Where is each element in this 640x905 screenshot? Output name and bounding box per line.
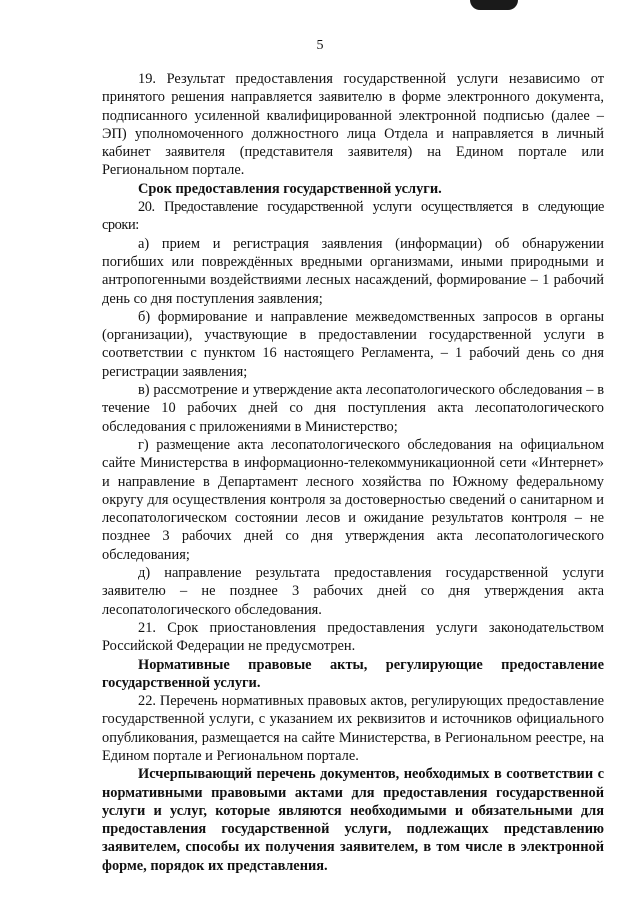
paragraph-20-b: б) формирование и направление межведомственных запросов в органы (организации), участвующие в предоставлении государственной услуги в соответствии с пунктом 16 настоящего Регламента, – 1 рабочий день со дня регистрации заявления; [102, 308, 604, 380]
page-number: 5 [316, 38, 324, 53]
paragraph-22: 22. Перечень нормативных правовых актов, регулирующих предоставление государственной услуги, с указанием их реквизитов и источников официального опубликования, размещается на сайте Министерства, в Региональном реестре, на Едином портале и Региональном портале. [102, 693, 604, 764]
paragraph-20-g: г) размещение акта лесопатологического обследования на официальном сайте Министерства в информационно-телекоммуникационной сети «Интернет» и направление в Департамент лесного хозяйства по Южному федеральному округу для осуществления контроля за достоверностью сведений о санитарном и лесопатологическом состоянии лесов и ожидание результатов контроля – не позднее 3 рабочих дней со дня утверждения акта лесопатологического обследования; [102, 436, 604, 563]
paragraph-20-v: в) рассмотрение и утверждение акта лесопатологического обследования – в течение 10 рабочих дней со дня поступления акта лесопатологического обследования с приложениями в Министерство; [102, 382, 604, 435]
heading-normative-acts: Нормативные правовые акты, регулирующие предоставление государственной услуги. [102, 656, 604, 691]
paragraph-20-a: а) прием и регистрация заявления (информации) об обнаружении погибших или повреждённых вредными организмами, иными природными и антропогенными воздействиями лесных насаждений, формирование – 1 рабочий день со дня поступления заявления; [102, 235, 604, 307]
paragraph-20: 20. Предоставление государственной услуги осуществляется в следующие сроки: [102, 199, 604, 234]
paragraph-20-d: д) направление результата предоставления государственной услуги заявителю – не позднее 3 рабочих дней со дня утверждения акта лесопатологического обследования. [102, 565, 604, 618]
heading-service-term: Срок предоставления государственной услуги. [138, 180, 442, 197]
document-body [102, 70, 604, 875]
heading-documents-list: Исчерпывающий перечень документов, необходимых в соответствии с нормативными правовыми актами для предоставления государственной услуги и услуг, которые являются необходимыми и обязательными для предоставления государственной услуги, подлежащих представлению заявителем, способы их получения заявителем, в том числе в электронной форме, порядок их представления. [102, 766, 604, 874]
paragraph-19: 19. Результат предоставления государственной услуги независимо от принятого решения направляется заявителю в форме электронного документа, подписанного усиленной квалифицированной электронной подписью (далее – ЭП) уполномоченного должностного лица Отдела и направляется в личный кабинет заявителя (представителя заявителя) на Едином портале или Региональном портале. [102, 71, 604, 179]
paragraph-21: 21. Срок приостановления предоставления услуги законодательством Российской Федерации не предусмотрен. [102, 619, 604, 655]
scan-mark [470, 0, 518, 10]
